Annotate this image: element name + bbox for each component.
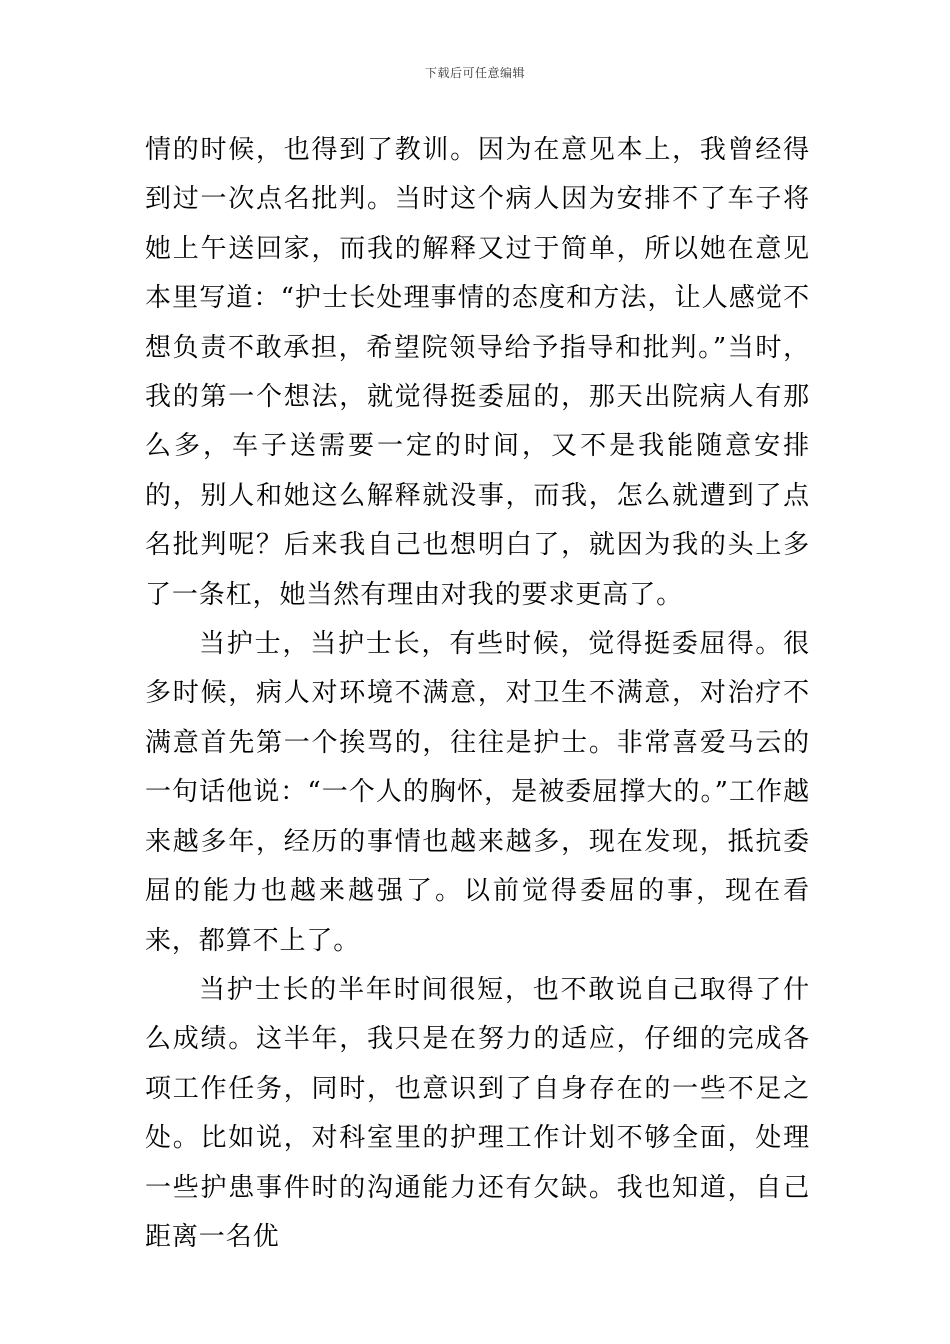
document-body	[145, 126, 810, 1262]
page-header-note: 下载后可任意编辑	[424, 66, 525, 80]
paragraph-3: 当护士长的半年时间很短，也不敢说自己取得了什么成绩。这半年，我只是在努力的适应，仔细的完成各项工作任务，同时，也意识到了自身存在的一些不足之处。比如说，对科室里的护理工作计划不够全面，处理一些护患事件时的沟通能力还有欠缺。我也知道，自己距离一名优	[145, 974, 810, 1252]
paragraph-2: 当护士，当护士长，有些时候，觉得挺委屈得。很多时候，病人对环境不满意，对卫生不满意，对治疗不满意首先第一个挨骂的，往往是护士。非常喜爱马云的一句话他说：“一个人的胸怀，是被委屈撑大的。”工作越来越多年，经历的事情也越来越多，现在发现，抵抗委屈的能力也越来越强了。以前觉得委屈的事，现在看来，都算不上了。	[145, 629, 810, 956]
paragraph-1: 情的时候，也得到了教训。因为在意见本上，我曾经得到过一次点名批判。当时这个病人因为安排不了车子将她上午送回家，而我的解释又过于简单，所以她在意见本里写道：“护士长处理事情的态度和方法，让人感觉不想负责不敢承担，希望院领导给予指导和批判。”当时，我的第一个想法，就觉得挺委屈的，那天出院病人有那么多，车子送需要一定的时间，又不是我能随意安排的，别人和她这么解释就没事，而我，怎么就遭到了点名批判呢？后来我自己也想明白了，就因为我的头上多了一条杠，她当然有理由对我的要求更高了。	[145, 135, 810, 610]
